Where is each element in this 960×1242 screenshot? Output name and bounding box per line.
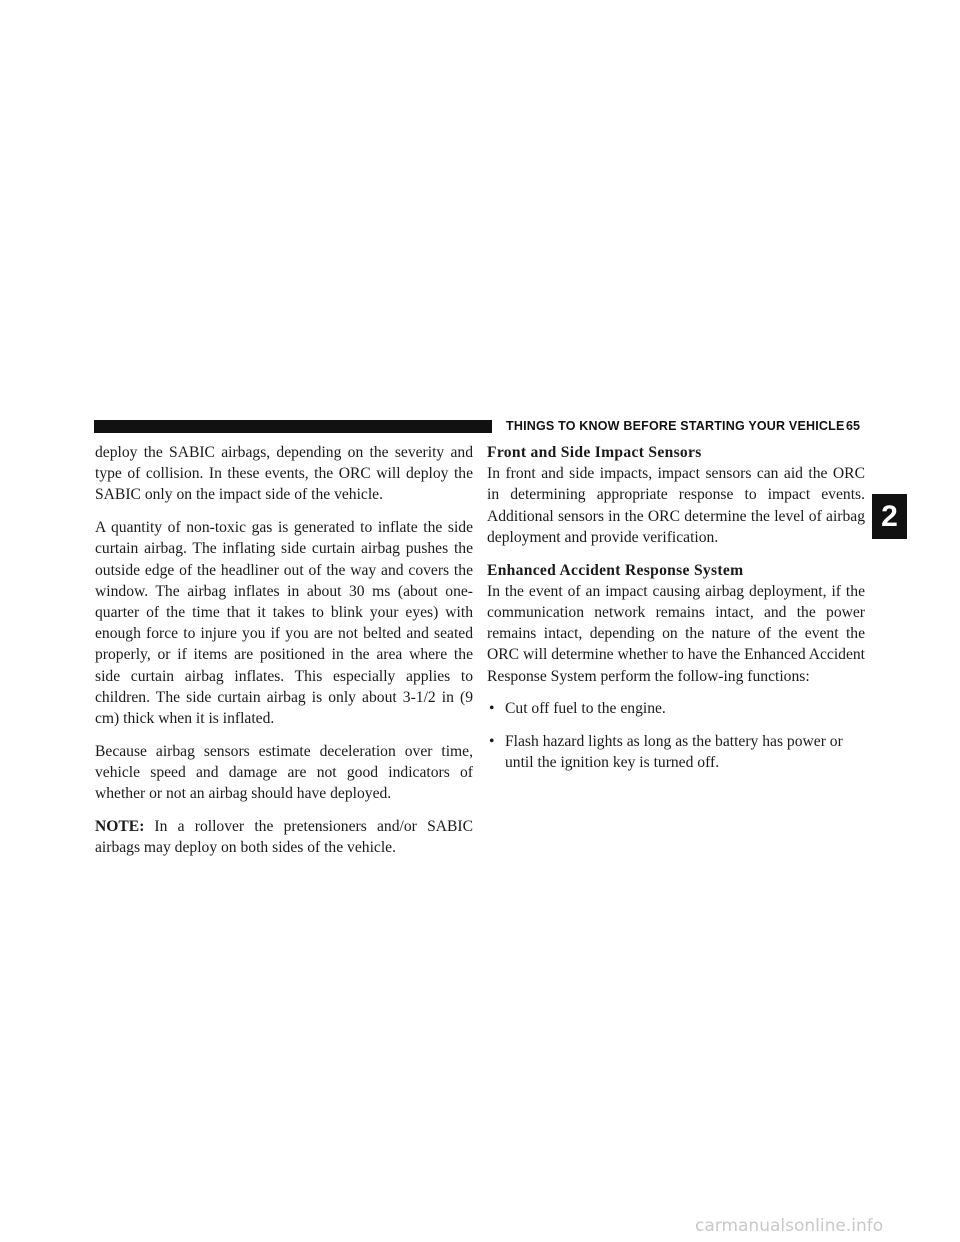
section-heading: Enhanced Accident Response System: [487, 561, 744, 579]
paragraph: Because airbag sensors estimate deceleration over time, vehicle speed and damage are not good indicators of whether or not an airbag should have deployed.: [95, 742, 473, 803]
bullet-icon: •: [489, 732, 495, 750]
paragraph: deploy the SABIC airbags, depending on the severity and type of collision. In these events, the ORC will deploy the SABIC only on the impact side of the vehicle.: [95, 444, 473, 504]
bullet-list: [487, 698, 865, 773]
chapter-tab[interactable]: 2: [872, 494, 907, 539]
right-column: [487, 442, 865, 785]
section-text: In front and side impacts, impact sensors can aid the ORC in determining appropriate response to impact events. Additional sensors in the ORC determine the level of airbag deployment and provide verification.: [487, 465, 865, 546]
list-item: [487, 698, 865, 719]
bullet-icon: •: [489, 700, 495, 718]
list-item-text: Cut off fuel to the engine.: [505, 700, 666, 718]
left-column: [95, 442, 473, 870]
section-text: In the event of an impact causing airbag deployment, if the communication network remains intact, and the power remains intact, depending on the nature of the event the ORC will determine whether to have the Enhanced Accident Response System perform the follow-ing functions:: [487, 582, 865, 685]
note: [95, 816, 473, 858]
watermark: carmanualsonline.info: [695, 1216, 884, 1236]
list-item-text: Flash hazard lights as long as the battery has power or until the ignition key is turned off.: [505, 732, 843, 772]
header-rule: [94, 420, 492, 433]
section-heading: Front and Side Impact Sensors: [487, 444, 702, 461]
running-header-title: THINGS TO KNOW BEFORE STARTING YOUR VEHICLE: [506, 419, 845, 433]
note-label: NOTE:: [95, 817, 145, 835]
paragraph: A quantity of non-toxic gas is generated to inflate the side curtain airbag. The inflating side curtain airbag pushes the outside edge of the headliner out of the way and covers the window. The airbag inflates in about 30 ms (about one-quarter of the time that it takes to blink your eyes) with enough force to injure you if you are not belted and seated properly, or if items are positioned in the area where the side curtain airbag inflates. This especially applies to children. The side curtain airbag is only about 3-1/2 in (9 cm) thick when it is inflated.: [95, 519, 473, 727]
note-text: In a rollover the pretensioners and/or SABIC airbags may deploy on both sides of the vehicle.: [95, 817, 473, 856]
list-item: [487, 731, 865, 773]
page-number: 65: [846, 419, 860, 433]
